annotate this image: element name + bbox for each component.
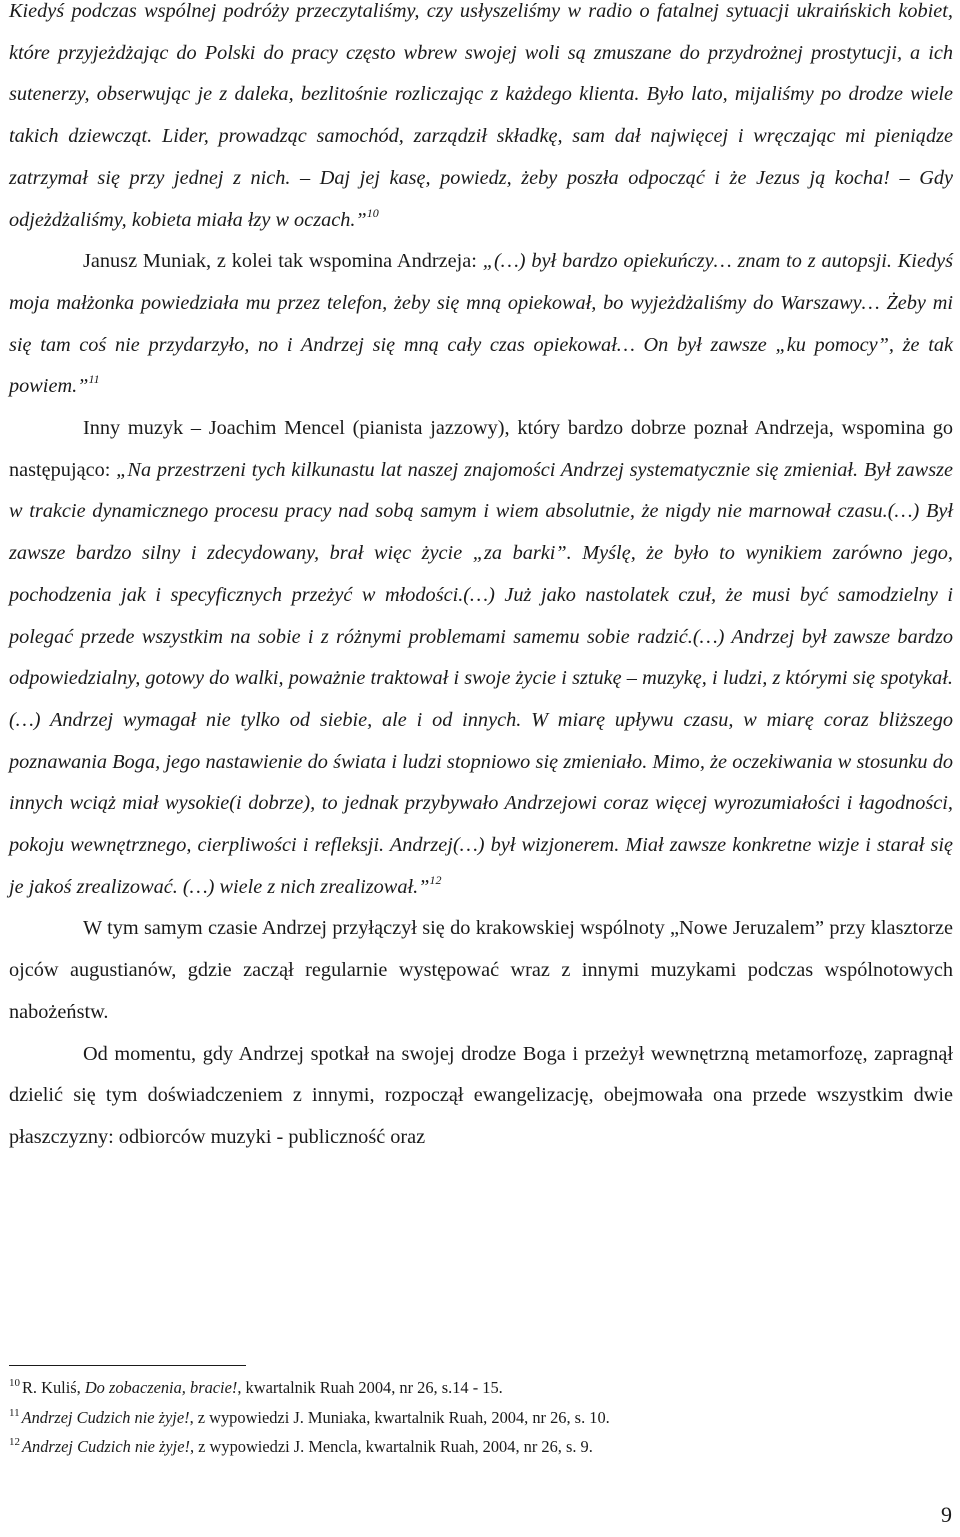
- footnote-11: [9, 1403, 953, 1433]
- footnote-ref-12[interactable]: 12: [429, 872, 442, 887]
- paragraph-lead-text: Inny muzyk – Joachim Mencel (pianista jazzowy), który bardzo dobrze poznał Andrzeja, wspomina go następująco:: [9, 417, 953, 481]
- quote-text: „(…) był bardzo opiekuńczy… znam to z autopsji. Kiedyś moja małżonka powiedziała mu przez telefon, żeby się mną opiekował, bo wyjeżdżaliśmy do Warszawy… Żeby mi się tam coś nie przydarzyło, no i Andrzej się mną cały czas opiekował… On był zawsze „ku pomocy”, że tak powiem.”: [9, 250, 953, 398]
- footnote-number: 10: [9, 1377, 20, 1390]
- paragraph-mencel: [9, 408, 953, 908]
- footnote-10: [9, 1373, 953, 1403]
- quote-text: „Na przestrzeni tych kilkunastu lat naszej znajomości Andrzej systematycznie się zmieniał. Był zawsze w trakcie dynamicznego procesu pracy nad sobą samym i wiem absolutnie, że nigdy nie marnował czasu.(…) Był zawsze bardzo silny i zdecydowany, brał więc życie „za barki”. Myślę, że było to wynikiem zarówno jego, pochodzenia jak i specyficznych przeżyć w młodości.(…) Już jako nastolatek czuł, że musi być samodzielny i polegać przede wszystkim na sobie i z różnymi problemami samemu sobie radzić.(…) Andrzej był zawsze bardzo odpowiedzialny, gotowy do walki, poważnie traktował i swoje życie i sztukę – muzykę, i ludzi, z którymi się spotykał.(…) Andrzej wymagał nie tylko od siebie, ale i od innych. W miarę upływu czasu, w miarę coraz bliższego poznawania Boga, jego nastawienie do świata i ludzi stopniowo się zmieniało. Mimo, że oczekiwania w stosunku do innych wciąż miał wysokie(i dobrze), to jednak przybywało Andrzejowi coraz więcej wyrozumiałości i łagodności, pokoju wewnętrznego, cierpliwości i refleksji. Andrzej(…) był wizjonerem. Miał zawsze konkretne wizje i starał się je jakoś zrealizować. (…) wiele z nich zrealizował.”: [9, 458, 953, 898]
- footnotes: [9, 1373, 953, 1462]
- footnote-title: Do zobaczenia, bracie!: [84, 1378, 238, 1397]
- paragraph-lead-text: Janusz Muniak, z kolei tak wspomina Andrzeja:: [83, 250, 483, 273]
- footnote-author: R. Kuliś,: [22, 1378, 85, 1397]
- footnote-ref-11[interactable]: 11: [88, 372, 100, 387]
- document-page: [9, 0, 953, 1159]
- footnote-ref-10[interactable]: 10: [366, 205, 379, 220]
- footnote-source: , z wypowiedzi J. Muniaka, kwartalnik Ruah, 2004, nr 26, s. 10.: [189, 1407, 610, 1427]
- paragraph-ukrainian-women-quote: [9, 0, 953, 241]
- paragraph-nowe-jeruzalem: W tym samym czasie Andrzej przyłączył się do krakowskiej wspólnoty „Nowe Jeruzalem” przy klasztorze ojców augustianów, gdzie zaczął regularnie występować wraz z innymi muzykami podczas wspólnotowych nabożeństw.: [9, 917, 953, 1023]
- footnote-source: , kwartalnik Ruah 2004, nr 26, s.14 - 15.: [237, 1378, 503, 1397]
- paragraph-muniak: [9, 241, 953, 408]
- paragraph-evangelization: Od momentu, gdy Andrzej spotkał na swojej drodze Boga i przeżył wewnętrzną metamorfozę, zapragnął dzielić się tym doświadczeniem z innymi, rozpoczął ewangelizację, obejmowała ona przede wszystkim dwie płaszczyzny: odbiorców muzyki - publiczność oraz: [9, 1042, 953, 1148]
- footnote-number: 11: [9, 1406, 20, 1419]
- footnote-12: [9, 1432, 953, 1462]
- footnote-number: 12: [9, 1436, 20, 1449]
- footnote-title: Andrzej Cudzich nie żyje!: [21, 1407, 190, 1427]
- footnote-separator: [9, 1365, 246, 1366]
- footnote-title: Andrzej Cudzich nie żyje!: [22, 1437, 190, 1456]
- page-number: 9: [941, 1502, 952, 1527]
- footnote-source: , z wypowiedzi J. Mencla, kwartalnik Ruah, 2004, nr 26, s. 9.: [189, 1437, 593, 1456]
- quote-text: Kiedyś podczas wspólnej podróży przeczytaliśmy, czy usłyszeliśmy w radio o fatalnej sytuacji ukraińskich kobiet, które przyjeżdżając do Polski do pracy często wbrew swojej woli są zmuszane do przydrożnej prostytucji, a ich sutenerzy, obserwując je z daleka, bezlitośnie rozliczając z każdego klienta. Było lato, mijaliśmy po drodze wiele takich dziewcząt. Lider, prowadząc samochód, zarządził składkę, sam dał najwięcej i wręczając mi pieniądze zatrzymał się przy jednej z nich. – Daj jej kasę, powiedz, żeby poszła odpocząć i że Jezus ją kocha! – Gdy odjeżdżaliśmy, kobieta miała łzy w oczach.”: [9, 0, 953, 231]
